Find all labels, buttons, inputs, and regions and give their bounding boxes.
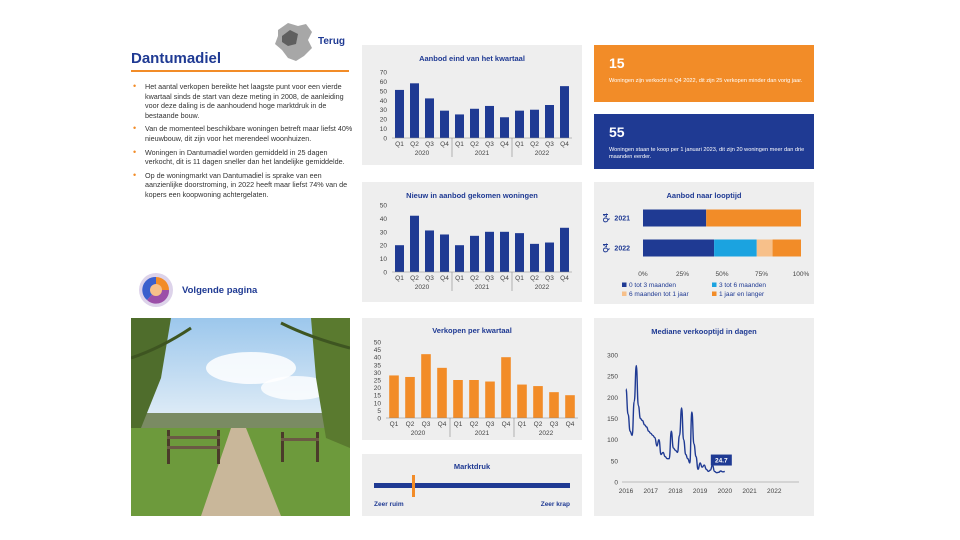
y-tick-label: 150 [607,416,618,423]
series-line [626,366,725,473]
kpi-value: 55 [609,124,625,140]
x-tick-label: Q2 [410,141,419,148]
stacked-bar-segment [643,210,706,227]
bar [560,228,569,272]
x-tick-label: Q1 [515,141,524,148]
x-tick-label: Q3 [485,275,494,282]
bar [469,380,479,418]
bar [545,243,554,272]
chart-title: Mediane verkooptijd in dagen [651,327,757,336]
bar [453,380,463,418]
next-page-link[interactable]: Volgende pagina [182,285,258,296]
y-tick-label: 20 [373,385,381,393]
x-tick-label: Q2 [530,141,539,148]
bar [410,83,419,138]
bar [515,233,524,272]
y-tick-label: 25 [373,377,381,385]
x-tick-label: 0% [638,271,648,278]
stacked-bar-segment [773,240,801,257]
bar [440,111,449,138]
back-link[interactable]: Terug [318,36,346,47]
nieuw-panel [362,182,582,302]
bar [500,117,509,138]
x-tick-label: 75% [754,271,769,278]
y-tick-label: 30 [373,369,381,377]
legend-label: 1 jaar en langer [719,291,765,298]
stacked-bar-segment [757,240,773,257]
y-tick-label: 0 [377,415,381,423]
x-tick-label: 50% [715,271,729,278]
x-tick-label: Q4 [440,141,449,148]
y-tick-label: 50 [610,458,618,466]
marktdruk-right-label: Zeer krap [540,501,570,508]
marktdruk-panel [362,454,582,516]
bar [545,105,554,138]
verkooptijd-panel [594,318,814,516]
bar [425,230,434,272]
bar [470,236,479,272]
y-tick-label: 0 [383,135,387,143]
legend-label: 6 maanden tot 1 jaar [629,291,689,298]
legend-swatch [712,283,717,288]
next-page-icon[interactable] [138,272,174,308]
y-tick-label: 70 [379,69,387,77]
chart-title: Nieuw in aanbod gekomen woningen [406,191,538,200]
bar [440,234,449,272]
legend-label: 3 tot 6 maanden [719,282,766,289]
x-tick-label: Q1 [515,275,524,282]
bar [421,354,431,418]
x-tick-label: 2021 [742,488,757,495]
y-tick-label: 200 [607,394,618,402]
x-tick-label: Q4 [437,421,447,428]
y-tick-label: 250 [607,373,618,381]
landscape-photo [131,318,350,516]
x-tick-label: Q4 [560,275,569,282]
bar [485,232,494,272]
kpi-verkopen-card [594,45,814,102]
aanbod-panel [362,45,582,165]
y-tick-label: 5 [377,407,381,415]
x-tick-label: Q1 [455,275,464,282]
legend-swatch [622,283,627,288]
y-tick-label: 30 [379,107,387,115]
x-tick-label: Q2 [470,141,479,148]
group-label: 2022 [534,284,550,291]
chart-title: Verkopen per kwartaal [432,326,512,335]
bar [410,216,419,272]
x-tick-label: 2016 [618,488,634,495]
legend-swatch [712,292,717,297]
looptijd-panel [594,182,814,304]
marktdruk-title: Marktdruk [453,462,491,471]
bullet-item: • Van de momenteel beschikbare woningen betreft maar liefst 40% nieuwbouw, dit zijn voor het merendeel woonhuizen. [131,124,353,143]
y-tick-label: 0 [614,479,618,487]
x-tick-label: Q3 [425,275,434,282]
x-tick-label: Q2 [410,275,419,282]
bar [515,111,524,138]
group-label: 2021 [474,284,490,291]
group-label: 2020 [410,430,426,437]
x-tick-label: Q2 [533,421,543,428]
bar [425,98,434,138]
y-tick-label: 45 [373,347,381,355]
group-label: 2022 [538,430,554,437]
bar [395,245,404,272]
group-label: 2020 [414,150,430,157]
y-tick-label: 20 [379,116,387,124]
y-group-label: Q4 [603,213,610,223]
kpi-value: 15 [609,55,625,71]
y-tick-label: 15 [373,392,381,400]
nieuw-chart [362,182,582,302]
bar [389,375,399,418]
bar [530,244,539,272]
x-tick-label: Q3 [549,421,559,428]
x-tick-label: Q1 [517,421,527,428]
y-tick-label: 20 [379,242,387,250]
x-tick-label: 2019 [692,488,708,495]
x-tick-label: Q1 [455,141,464,148]
y-tick-label: 10 [379,256,387,264]
group-label: 2020 [414,284,430,291]
x-tick-label: Q3 [425,141,434,148]
y-tick-label: 50 [379,202,387,210]
bar [455,245,464,272]
x-tick-label: Q3 [485,421,495,428]
marktdruk-scale [374,483,570,488]
verkopen-chart [362,318,582,440]
y-tick-label: 50 [373,339,381,347]
looptijd-chart [594,182,814,304]
x-tick-label: Q1 [395,275,404,282]
x-tick-label: Q4 [560,141,569,148]
kpi-text: Woningen zijn verkocht in Q4 2022, dit zijn 25 verkopen minder dan vorig jaar. [609,78,803,84]
y-tick-label: 100 [607,437,618,445]
bar [500,232,509,272]
bar [533,386,543,418]
x-tick-label: Q1 [395,141,404,148]
bar [517,385,527,418]
bar [395,90,404,138]
chart-title: Aanbod naar looptijd [666,191,742,200]
marktdruk-left-label: Zeer ruim [374,501,404,508]
y-tick-label: 40 [379,97,387,105]
x-tick-label: Q3 [545,141,554,148]
summary-bullets [131,82,353,204]
bar [405,377,415,418]
x-tick-label: Q1 [389,421,399,428]
group-label: 2022 [534,150,550,157]
aanbod-chart [362,45,582,165]
legend-swatch [622,292,627,297]
x-tick-label: Q3 [545,275,554,282]
x-tick-label: Q4 [501,421,511,428]
stacked-bar-segment [714,240,757,257]
y-tick-label: 10 [379,126,387,134]
bar [560,86,569,138]
x-tick-label: 2018 [668,488,683,495]
x-tick-label: 25% [675,271,690,278]
region-map-icon[interactable] [272,20,314,64]
x-tick-label: Q3 [485,141,494,148]
title-underline [131,70,349,72]
stacked-bar-segment [706,210,801,227]
y-tick-label: 35 [373,362,381,370]
kpi-text: Woningen staan te koop per 1 januari 2023, dit zijn 20 woningen meer dan drie maanden eerder. [609,147,805,160]
x-tick-label: Q2 [469,421,479,428]
x-tick-label: 100% [792,271,810,278]
page-title: Dantumadiel [131,50,222,67]
bullet-item: • Op de woningmarkt van Dantumadiel is sprake van een aanzienlijke doorstroming, in 2022 heeft maar liefst 74% van de kopers een koopwoning achtergelaten. [131,171,353,200]
verkooptijd-chart [594,318,814,516]
bullet-item: • Het aantal verkopen bereikte het laagste punt voor een vierde kwartaal sinds de start van deze meting in 2008, de aanleiding voor deze daling is de aanhoudend hoge marktdruk in de bestaande bouw. [131,82,353,120]
chart-title: Aanbod eind van het kwartaal [419,54,525,63]
kpi-aanbod-card [594,114,814,169]
y-tick-label: 40 [373,354,381,362]
y-group-label: Q4 [603,243,610,253]
y-tick-label: 50 [379,88,387,96]
y-category-label: 2022 [614,245,630,253]
y-tick-label: 10 [373,400,381,408]
x-tick-label: Q4 [440,275,449,282]
bar [455,114,464,138]
group-label: 2021 [474,430,490,437]
bar [530,110,539,138]
x-tick-label: Q4 [500,275,509,282]
x-tick-label: Q4 [565,421,575,428]
y-tick-label: 0 [383,269,387,277]
y-tick-label: 30 [379,229,387,237]
y-tick-label: 300 [607,352,618,360]
x-tick-label: Q2 [530,275,539,282]
x-tick-label: 2022 [767,488,782,495]
bar [470,109,479,138]
y-tick-label: 60 [379,78,387,86]
x-tick-label: Q1 [453,421,463,428]
bar [485,106,494,138]
x-tick-label: Q3 [421,421,431,428]
bar [485,382,495,418]
x-tick-label: 2020 [717,488,733,495]
y-category-label: 2021 [614,215,630,223]
x-tick-label: Q4 [500,141,509,148]
bullet-item: • Woningen in Dantumadiel worden gemiddeld in 25 dagen verkocht, dit is 11 dagen sneller dan het landelijke gemiddelde. [131,148,353,167]
x-tick-label: Q2 [405,421,415,428]
stacked-bar-segment [643,240,714,257]
bar [565,395,575,418]
verkopen-panel [362,318,582,440]
marktdruk-marker [412,475,415,497]
bar [549,392,559,418]
bar [437,368,447,418]
x-tick-label: Q2 [470,275,479,282]
last-value-label: 24.7 [714,457,728,465]
legend-label: 0 tot 3 maanden [629,282,676,289]
bar [501,357,511,418]
x-tick-label: 2017 [643,488,658,495]
y-tick-label: 40 [379,215,387,223]
group-label: 2021 [474,150,490,157]
